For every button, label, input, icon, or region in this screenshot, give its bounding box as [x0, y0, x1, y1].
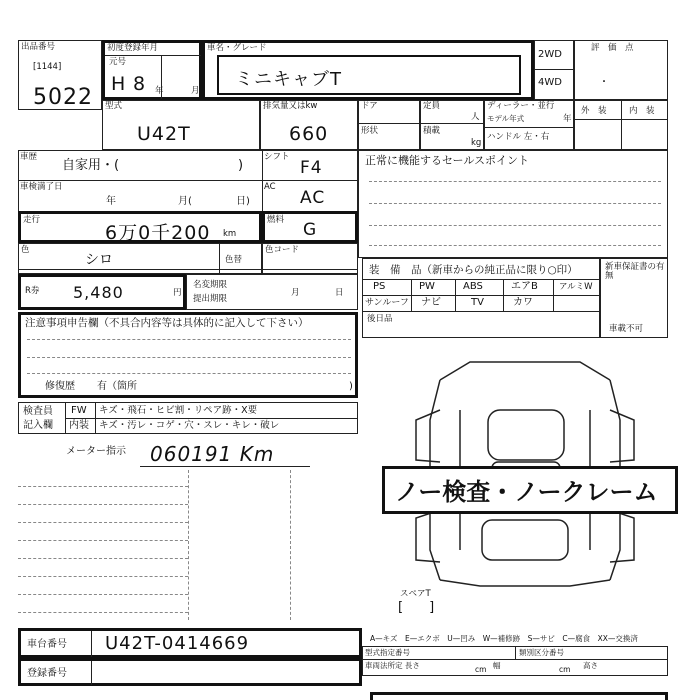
ac-value: AC: [300, 188, 326, 208]
reg-era-label: 元号: [109, 57, 127, 67]
capacity-box: [420, 100, 484, 150]
repair-value: 有（箇所: [97, 381, 137, 392]
door-label: ドア: [361, 101, 378, 111]
color-box: [18, 243, 262, 274]
wd4-label: 4WD: [538, 77, 562, 88]
inspection-year: 年: [106, 196, 116, 207]
wd2-label: 2WD: [538, 49, 562, 60]
shape-label: 形状: [361, 126, 379, 136]
plate-label: 登録番号: [27, 668, 67, 679]
plate-box: [18, 658, 362, 686]
reg-month-unit: 月: [191, 86, 200, 96]
score-dot: ・: [599, 77, 609, 88]
chassis-box: [18, 628, 362, 658]
displacement-box: [260, 100, 358, 150]
equip-leather: カワ: [513, 297, 533, 308]
color-code-box: [262, 243, 358, 274]
sales-points-label: 正常に機能するセールスポイント: [365, 154, 530, 167]
disp-label: 排気量又はkw: [263, 101, 318, 111]
equipment-box: [362, 258, 600, 338]
rear-seat-label: 後日品: [367, 314, 393, 324]
dim-height: 高さ: [583, 661, 598, 670]
notes-label: 注意事項申告欄（不具合内容等は具体的に記入して下さい）: [25, 317, 309, 329]
lot-bracket: [1144]: [33, 62, 62, 72]
meter-value: 060191 Km: [150, 442, 275, 466]
fuel-label: 燃料: [267, 215, 285, 225]
notes-box: [18, 312, 358, 398]
deadline-month: 月: [291, 288, 300, 298]
damage-legend: A—キズ E—エクボ U—凹み W—補修跡 S—サビ C—腐食 XX—交換済: [370, 634, 638, 643]
usage-label: 車歴: [20, 152, 38, 162]
score-label: 評 価 点: [591, 43, 634, 53]
warranty-title: 新車保証書の有無: [605, 262, 665, 281]
dim-length: 車両法所定 長さ: [365, 661, 420, 670]
color-label: 色: [21, 245, 30, 255]
spare-bracket: [ ]: [398, 600, 435, 615]
chassis-value: U42T-0414669: [105, 633, 250, 654]
interior-label: 内 装: [629, 106, 655, 116]
lot-label: 出品番号: [21, 42, 56, 52]
lot-box: [18, 40, 102, 110]
inspection-month: 月(: [178, 196, 192, 207]
warranty-value: 車載不可: [609, 324, 644, 334]
repair-label: 修復歴: [45, 381, 75, 392]
mileage-value: 6万0千200: [105, 222, 211, 244]
disp-value: 660: [289, 123, 329, 145]
deadline-box: [186, 274, 358, 310]
deadline-day: 日: [335, 288, 344, 298]
equip-navi: ナビ: [421, 297, 441, 308]
inspection-day: 日): [236, 196, 250, 207]
capacity-unit: 人: [471, 112, 480, 122]
reg-label: 初度登録年月: [107, 43, 159, 53]
model-label: 型式: [105, 101, 123, 111]
dealer-label: ディーラー・並行: [487, 101, 555, 111]
fuel-value: G: [303, 220, 318, 240]
model-value: U42T: [137, 123, 191, 145]
repaint-label: 色替: [225, 255, 243, 265]
warranty-box: [600, 258, 668, 338]
color-value: シロ: [85, 252, 113, 268]
model-year-unit: 年: [563, 114, 572, 124]
usage-value: 自家用・(: [62, 158, 120, 173]
meter-label: メーター指示: [66, 446, 126, 457]
handle-label: ハンドル 左・右: [487, 132, 550, 142]
equip-abs: ABS: [463, 281, 483, 292]
equip-sunroof: サンルーフ: [365, 298, 409, 308]
class-number: 類別区分番号: [519, 648, 564, 657]
capacity-label: 定員: [423, 101, 441, 111]
dim-cm-2: cm: [559, 665, 571, 674]
type-designation: 型式指定番号: [365, 648, 410, 657]
equip-pw: PW: [419, 281, 435, 292]
doc-deadline-label: 提出期限: [193, 294, 228, 304]
mileage-unit: km: [223, 229, 237, 239]
chassis-label: 車台番号: [27, 639, 67, 650]
ac-label: AC: [264, 182, 276, 192]
car-name-value: ミニキャブT: [235, 69, 342, 90]
recycle-value: 5,480: [73, 283, 124, 302]
model-box: [102, 100, 260, 150]
spec-table: [362, 646, 668, 676]
reg-year-unit: 年: [155, 86, 164, 96]
recycle-unit: 円: [173, 288, 182, 298]
title-change-label: 名変期限: [193, 280, 228, 290]
equip-ps: PS: [373, 281, 386, 292]
equip-airbag: エアB: [511, 281, 538, 292]
interior-head: 内装: [69, 420, 89, 431]
footer-box: [370, 692, 668, 700]
inspector-label-2: 記入欄: [23, 420, 53, 431]
mileage-box: [18, 211, 262, 243]
reg-era-value: H: [111, 73, 127, 95]
sales-points-box: [358, 150, 668, 258]
dim-width: 幅: [493, 661, 501, 670]
recycle-box: [18, 274, 186, 310]
inspector-box: [18, 402, 358, 434]
model-year-label: モデル年式: [487, 114, 525, 123]
inspection-label: 車検満了日: [20, 182, 63, 192]
reg-year-value: 8: [133, 73, 147, 95]
fuel-box: [262, 211, 358, 243]
car-name-box: [202, 40, 534, 100]
door-box: [358, 100, 420, 150]
load-label: 積載: [423, 126, 441, 136]
no-claim-stamp: [382, 466, 678, 514]
equipment-label: 装 備 品（新車からの純正品に限り○印）: [369, 264, 578, 276]
load-unit: kg: [471, 138, 482, 148]
equip-tv: TV: [471, 297, 484, 308]
inspector-label-1: 検査員: [23, 406, 53, 417]
dealer-box: [484, 100, 574, 150]
fw-items: キズ・飛石・ヒビ割・リペア跡・X要: [99, 405, 258, 416]
mileage-label: 走行: [23, 215, 41, 225]
registration-box: [102, 40, 202, 100]
car-name-label: 車名・グレード: [207, 43, 267, 53]
shift-label: シフト: [264, 152, 290, 162]
drive-box: [534, 40, 574, 100]
dim-cm-1: cm: [475, 665, 487, 674]
spare-label: スペアT: [400, 589, 431, 599]
lot-number: 5022: [33, 85, 93, 110]
exterior-label: 外 装: [581, 106, 607, 116]
score-box: [574, 40, 668, 100]
color-code-label: 色コード: [265, 245, 300, 255]
condition-box: [574, 100, 668, 150]
shift-value: F4: [300, 158, 323, 178]
usage-close: ): [238, 158, 244, 173]
recycle-label: R券: [25, 286, 40, 296]
fw-label: FW: [71, 405, 87, 416]
stamp-text: ノー検査・ノークレーム: [395, 478, 658, 506]
repair-close: ): [349, 381, 353, 392]
interior-items: キズ・汚レ・コゲ・穴・スレ・キレ・破レ: [99, 420, 280, 431]
equip-alloy: アルミW: [559, 282, 593, 292]
